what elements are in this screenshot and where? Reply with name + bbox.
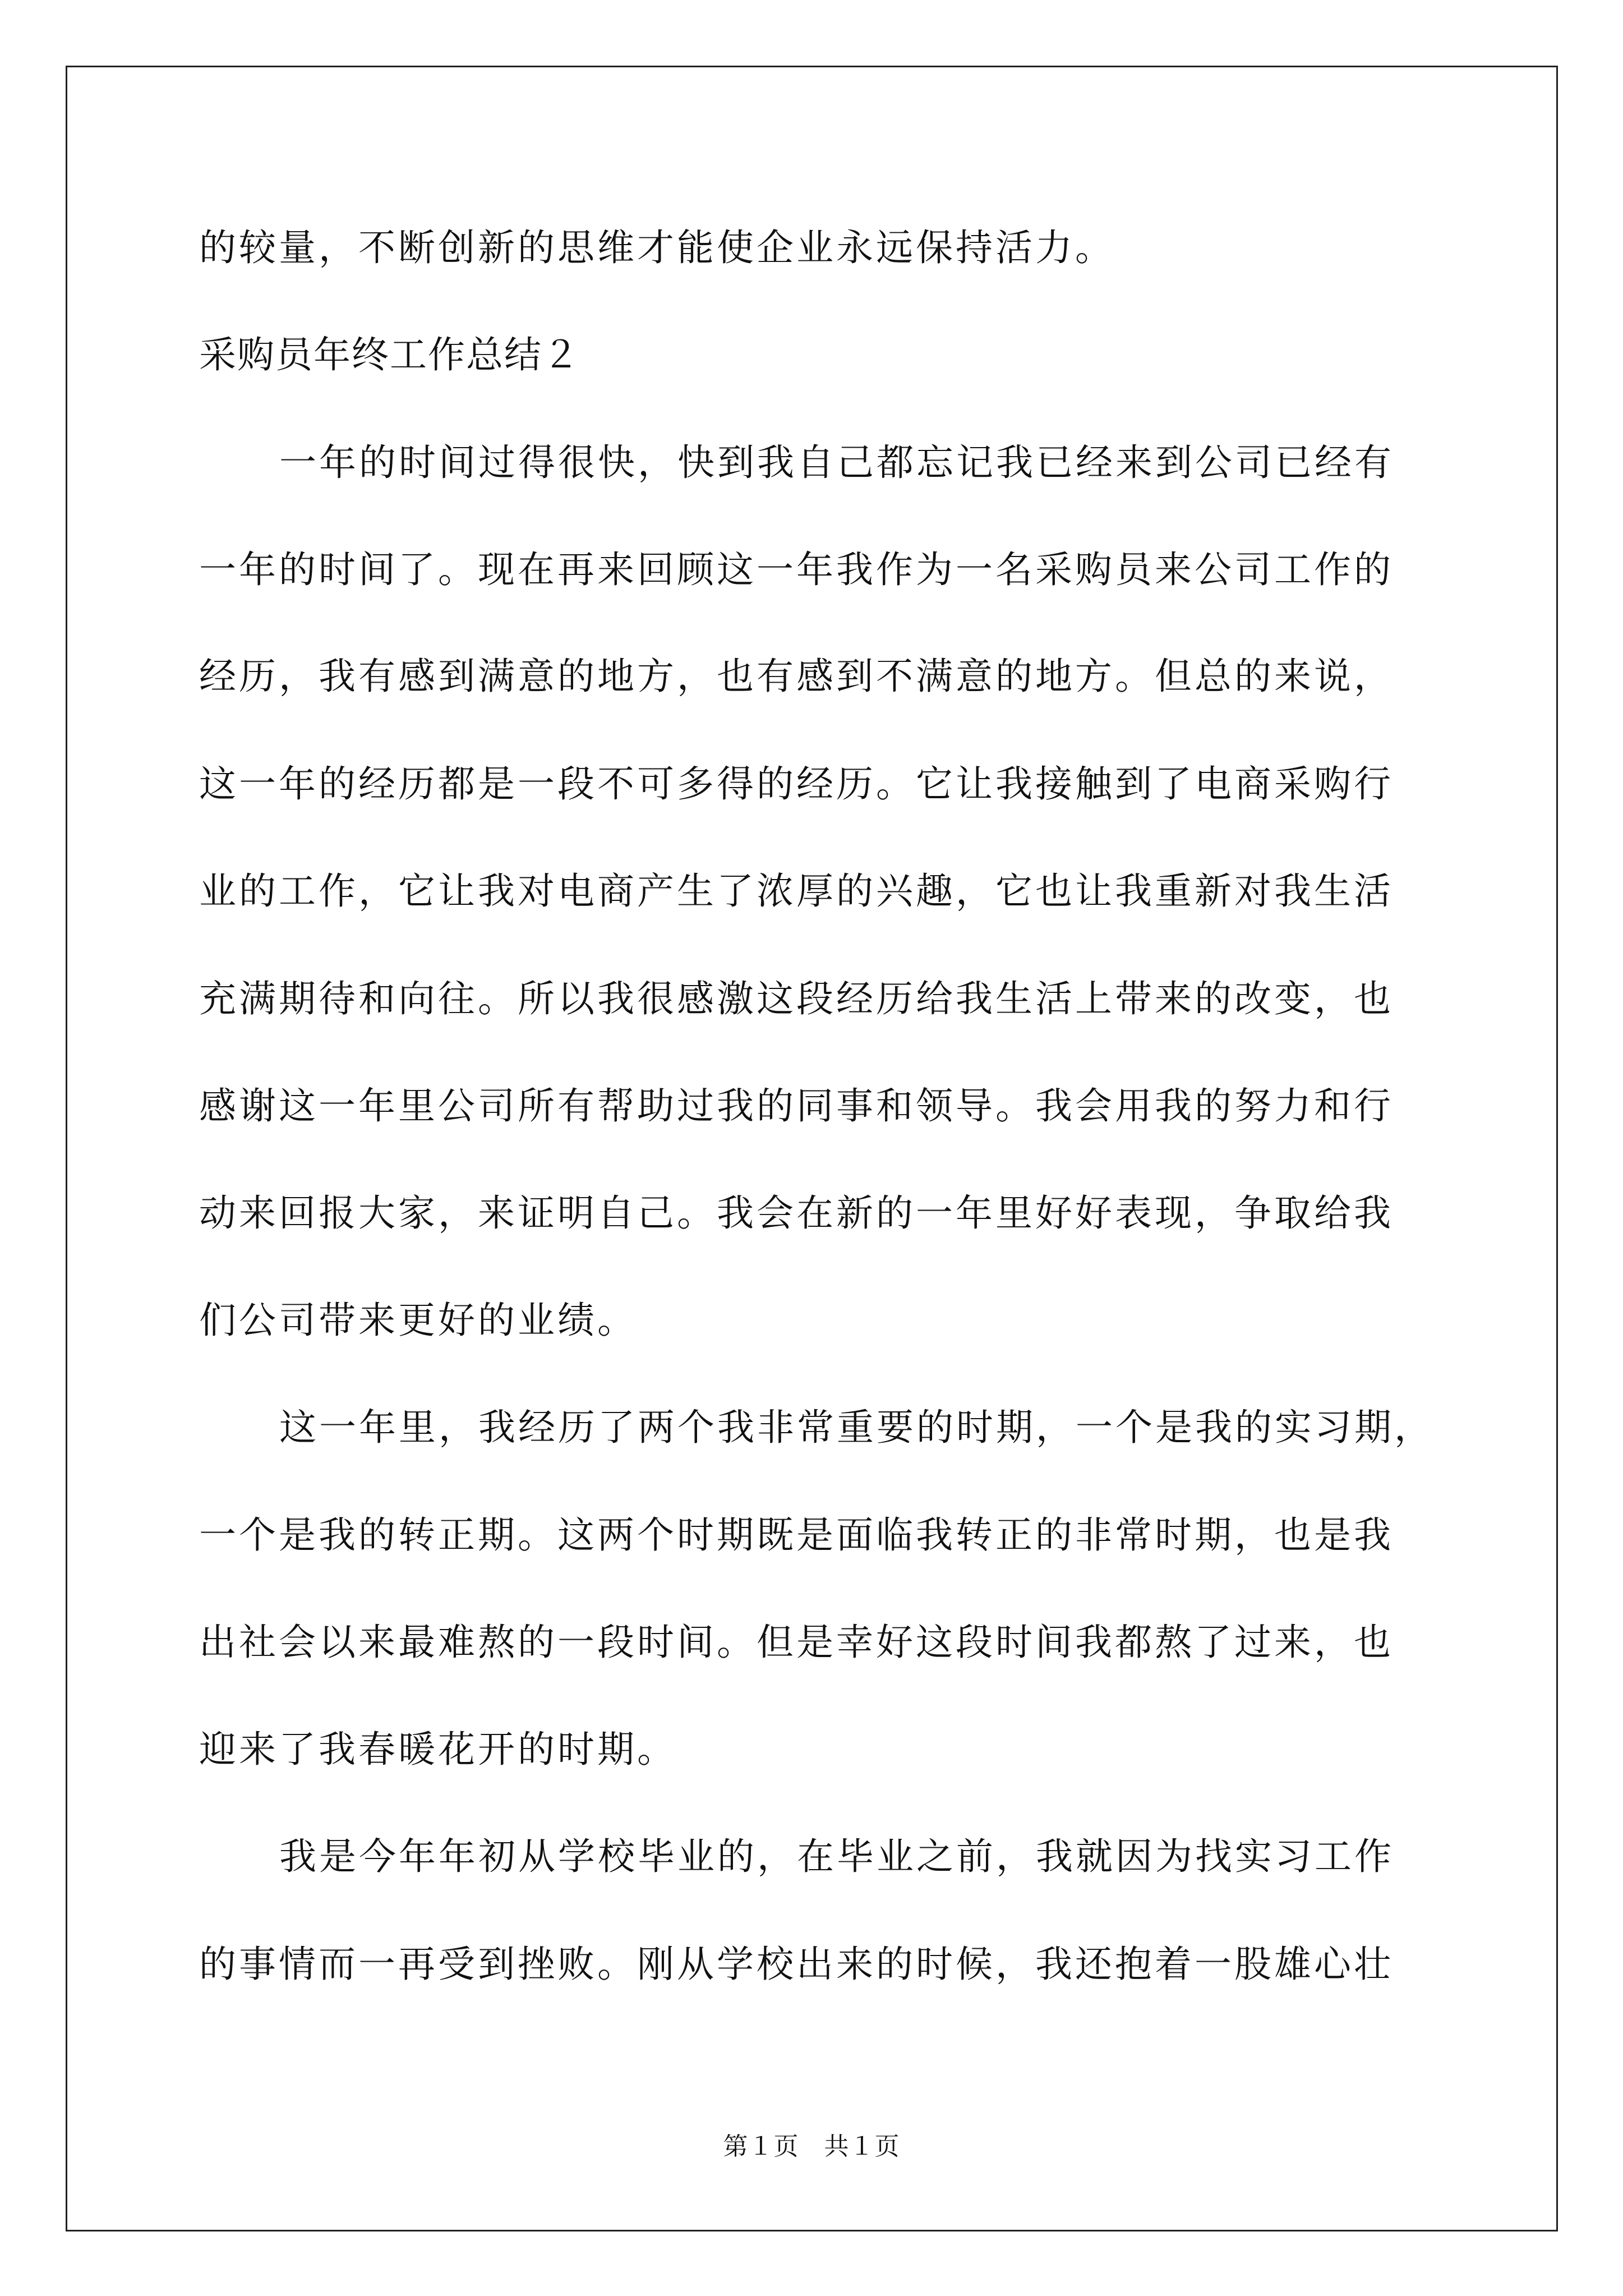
paragraph-line: 业的工作，它让我对电商产生了浓厚的兴趣，它也让我重新对我生活 (199, 869, 1394, 913)
paragraph-line: 感谢这一年里公司所有帮助过我的同事和领导。我会用我的努力和行 (199, 1084, 1394, 1128)
paragraph-line: 出社会以来最难熬的一段时间。但是幸好这段时间我都熬了过来，也 (199, 1621, 1394, 1664)
page-footer (0, 2130, 1623, 2164)
paragraph-line: 一年的时间过得很快，快到我自己都忘记我已经来到公司已经有 (279, 441, 1394, 484)
paragraph-line: 我是今年年初从学校毕业的，在毕业之前，我就因为找实习工作 (279, 1835, 1394, 1878)
page-border (66, 66, 1558, 2231)
paragraph-line: 迎来了我春暖花开的时期。 (199, 1728, 677, 1771)
paragraph-line: 的较量，不断创新的思维才能使企业永远保持活力。 (199, 226, 1115, 269)
paragraph-line: 们公司带来更好的业绩。 (199, 1299, 637, 1342)
paragraph-line: 经历，我有感到满意的地方，也有感到不满意的地方。但总的来说， (199, 655, 1394, 698)
paragraph-line: 动来回报大家，来证明自己。我会在新的一年里好好表现，争取给我 (199, 1191, 1394, 1235)
paragraph-line: 一年的时间了。现在再来回顾这一年我作为一名采购员来公司工作的 (199, 548, 1394, 591)
paragraph-line: 这一年里，我经历了两个我非常重要的时期，一个是我的实习期， (279, 1406, 1434, 1449)
section-heading: 采购员年终工作总结２ (199, 333, 580, 376)
paragraph-line: 这一年的经历都是一段不可多得的经历。它让我接触到了电商采购行 (199, 762, 1394, 806)
page-total: 共１页 (824, 2132, 900, 2161)
footer-gap (799, 2132, 824, 2161)
paragraph-line: 的事情而一再受到挫败。刚从学校出来的时候，我还抱着一股雄心壮 (199, 1943, 1394, 1986)
paragraph-line: 充满期待和向往。所以我很感激这段经历给我生活上带来的改变，也 (199, 977, 1394, 1020)
page-number: 第１页 (723, 2132, 799, 2161)
paragraph-line: 一个是我的转正期。这两个时期既是面临我转正的非常时期，也是我 (199, 1513, 1394, 1557)
